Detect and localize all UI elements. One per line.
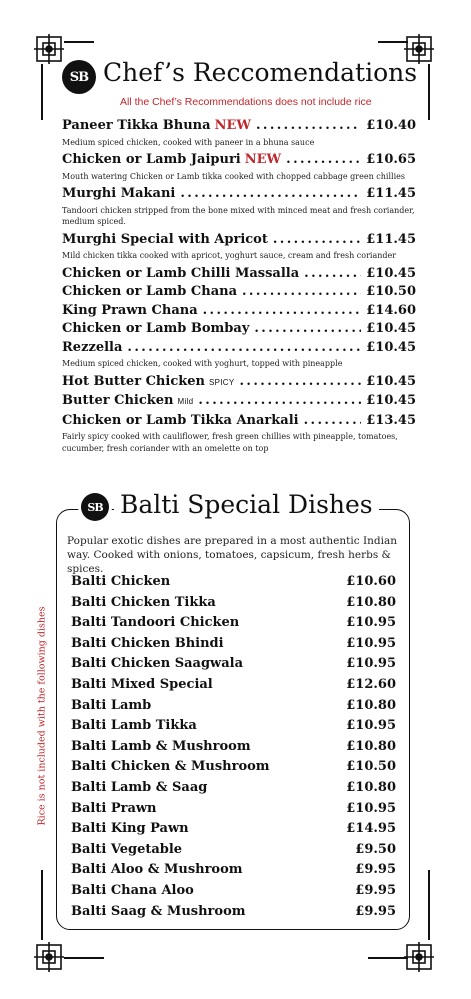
menu-item-name: Balti Tandoori Chicken bbox=[71, 615, 240, 631]
menu-item-description: Mouth watering Chicken or Lamb tikka cooked with chopped cabbage green chillies bbox=[62, 171, 405, 181]
balti-menu-item bbox=[71, 654, 396, 675]
menu-item-line bbox=[62, 392, 416, 412]
leader-dots bbox=[254, 320, 361, 339]
balti-menu-item bbox=[71, 737, 396, 758]
menu-item-price: £10.95 bbox=[346, 615, 396, 631]
frame-line-right bbox=[428, 64, 430, 120]
menu-item-name: Balti Mixed Special bbox=[71, 676, 213, 692]
menu-item-name: Paneer Tikka Bhuna bbox=[62, 118, 211, 133]
balti-menu-item bbox=[71, 572, 396, 593]
balti-section-title: Balti Special Dishes bbox=[114, 490, 379, 519]
menu-item-name: Murghi Special with Apricot bbox=[62, 231, 268, 247]
sb-logo-icon: SB bbox=[78, 490, 112, 524]
menu-item-name: Butter Chicken bbox=[62, 393, 174, 408]
menu-item-name: Balti Chicken Saagwala bbox=[71, 656, 244, 672]
menu-item-price: £10.95 bbox=[346, 635, 396, 651]
balti-menu-item bbox=[71, 757, 396, 778]
balti-menu-item bbox=[71, 634, 396, 655]
balti-menu-item bbox=[71, 778, 396, 799]
menu-item-price: £10.80 bbox=[346, 594, 396, 610]
menu-item-price: £9.95 bbox=[355, 903, 396, 919]
leader-dots bbox=[304, 412, 362, 431]
menu-item bbox=[62, 265, 416, 284]
leader-dots bbox=[286, 151, 361, 170]
new-badge: NEW bbox=[244, 152, 282, 167]
menu-item-name: Murghi Makani bbox=[62, 186, 176, 201]
menu-item-price: £10.45 bbox=[366, 373, 416, 389]
menu-item-name: Chicken or Lamb Chilli Massalla bbox=[62, 265, 300, 281]
menu-item-line bbox=[62, 185, 416, 204]
menu-item bbox=[62, 283, 416, 302]
menu-item-price: £10.65 bbox=[366, 152, 416, 167]
menu-item-price: £9.95 bbox=[355, 882, 396, 898]
menu-item-name: Chicken or Lamb Bombay bbox=[62, 321, 250, 336]
menu-item bbox=[62, 392, 416, 412]
menu-item-price: £10.45 bbox=[366, 321, 416, 336]
balti-dishes-list bbox=[71, 572, 396, 922]
menu-item bbox=[62, 231, 416, 262]
balti-intro-text: Popular exotic dishes are prepared in a most authentic Indian way. Cooked with onions, tomatoes, capsicum, fresh herbs & spices. bbox=[67, 535, 397, 575]
new-badge: NEW bbox=[214, 118, 251, 133]
menu-item-line bbox=[62, 231, 416, 250]
menu-item-name: Balti Lamb Tikka bbox=[71, 718, 197, 734]
menu-item-line bbox=[62, 339, 416, 358]
frame-line-top bbox=[64, 41, 94, 43]
menu-item-description: Medium spiced chicken, cooked with paneer in a bhuna sauce bbox=[62, 137, 315, 147]
menu-item-price: £10.80 bbox=[346, 697, 396, 713]
menu-item-name: Chicken or Lamb Tikka Anarkali bbox=[62, 412, 299, 428]
menu-item-name: Balti Chicken Tikka bbox=[71, 594, 216, 610]
menu-item bbox=[62, 151, 416, 182]
balti-rice-side-note: Rice is not included with the following dishes bbox=[36, 606, 48, 826]
menu-item bbox=[62, 412, 416, 455]
menu-item-name: Balti Lamb bbox=[71, 697, 152, 713]
menu-item-name: Balti King Pawn bbox=[71, 821, 189, 837]
menu-item bbox=[62, 302, 416, 321]
menu-item-name: Balti Chicken & Mushroom bbox=[71, 759, 270, 775]
leader-dots bbox=[256, 117, 361, 136]
menu-item-name: Rezzella bbox=[62, 339, 123, 355]
menu-item-price: £11.45 bbox=[366, 231, 416, 247]
menu-item-name: Balti Chicken Bhindi bbox=[71, 635, 224, 651]
balti-menu-item bbox=[71, 799, 396, 820]
frame-line-left bbox=[41, 64, 43, 120]
frame-line-right bbox=[428, 870, 430, 940]
menu-item-price: £10.80 bbox=[346, 779, 396, 795]
menu-item-name: Hot Butter Chicken bbox=[62, 373, 205, 389]
menu-item-price: £9.95 bbox=[355, 862, 396, 878]
menu-item-price: £13.45 bbox=[366, 412, 416, 428]
menu-item-price: £10.50 bbox=[366, 284, 416, 299]
menu-item-line bbox=[62, 373, 416, 393]
frame-line-top bbox=[378, 41, 408, 43]
menu-item bbox=[62, 373, 416, 393]
chef-section-title: Chef’s Reccomendations bbox=[103, 58, 418, 87]
menu-item-description: Mild chicken tikka cooked with apricot, yoghurt sauce, cream and fresh coriander bbox=[62, 251, 397, 260]
menu-item-price: £10.45 bbox=[366, 393, 416, 408]
leader-dots bbox=[304, 265, 361, 284]
balti-menu-item bbox=[71, 613, 396, 634]
menu-item-line bbox=[62, 117, 416, 136]
balti-menu-item bbox=[71, 860, 396, 881]
menu-item bbox=[62, 339, 416, 370]
menu-item-price: £10.50 bbox=[346, 759, 396, 775]
spice-tag: Mild bbox=[177, 397, 194, 406]
menu-item-description: Tandoori chicken stripped from the bone mixed with minced meat and fresh coriander, medium spiced. bbox=[62, 205, 415, 226]
menu-item-name: King Prawn Chana bbox=[62, 302, 198, 318]
sb-logo-icon: SB bbox=[62, 60, 96, 94]
leader-dots bbox=[242, 283, 361, 302]
leader-dots bbox=[203, 302, 362, 321]
menu-item bbox=[62, 320, 416, 339]
menu-item-line bbox=[62, 265, 416, 284]
menu-item-price: £12.60 bbox=[346, 676, 396, 692]
corner-ornament-icon bbox=[404, 942, 434, 972]
menu-item-name: Balti Prawn bbox=[71, 800, 157, 816]
menu-item-name: Balti Aloo & Mushroom bbox=[71, 862, 243, 878]
menu-item-price: £11.45 bbox=[366, 186, 416, 201]
frame-line-left bbox=[41, 870, 43, 940]
balti-menu-item bbox=[71, 593, 396, 614]
balti-menu-item bbox=[71, 902, 396, 923]
menu-item-price: £10.95 bbox=[346, 718, 396, 734]
menu-item-price: £10.95 bbox=[346, 800, 396, 816]
menu-item-name: Balti Vegetable bbox=[71, 841, 183, 857]
menu-item bbox=[62, 117, 416, 148]
leader-dots bbox=[273, 231, 361, 250]
leader-dots bbox=[239, 373, 361, 392]
leader-dots bbox=[180, 185, 361, 204]
menu-item-price: £10.40 bbox=[366, 118, 416, 133]
menu-item-name: Balti Chicken bbox=[71, 574, 171, 589]
menu-item-line bbox=[62, 320, 416, 339]
balti-menu-item bbox=[71, 716, 396, 737]
menu-item-price: £10.45 bbox=[366, 339, 416, 355]
frame-line-bottom bbox=[368, 957, 408, 959]
menu-item-price: £10.95 bbox=[346, 656, 396, 672]
corner-ornament-icon bbox=[34, 942, 64, 972]
menu-item-price: £10.80 bbox=[346, 738, 396, 754]
menu-item-price: £9.50 bbox=[355, 841, 396, 857]
balti-menu-item bbox=[71, 840, 396, 861]
corner-ornament-icon bbox=[34, 34, 64, 64]
menu-item-name: Balti Lamb & Mushroom bbox=[71, 738, 251, 754]
spice-tag: SPICY bbox=[208, 377, 235, 387]
frame-line-bottom bbox=[64, 957, 104, 959]
balti-menu-item bbox=[71, 696, 396, 717]
chef-recommendations-list bbox=[62, 117, 416, 457]
leader-dots bbox=[198, 392, 361, 411]
menu-item-line bbox=[62, 302, 416, 321]
menu-item-price: £14.60 bbox=[366, 302, 416, 318]
menu-item-line bbox=[62, 283, 416, 302]
menu-item-line bbox=[62, 151, 416, 170]
menu-item-description: Fairly spicy cooked with cauliflower, fresh green chillies with pineapple, tomatoes, cucumber, fresh coriander with an omelette on top bbox=[62, 432, 398, 453]
menu-item-name: Chicken or Lamb Jaipuri bbox=[62, 152, 241, 167]
menu-item-description: Medium spiced chicken, cooked with yoghurt, topped with pineapple bbox=[62, 359, 343, 368]
menu-item bbox=[62, 185, 416, 228]
menu-item-name: Chicken or Lamb Chana bbox=[62, 284, 237, 299]
menu-item-line bbox=[62, 412, 416, 431]
leader-dots bbox=[127, 339, 361, 358]
menu-item-name: Balti Chana Aloo bbox=[71, 882, 194, 898]
menu-item-price: £10.45 bbox=[366, 265, 416, 281]
menu-item-name: Balti Saag & Mushroom bbox=[71, 903, 246, 919]
balti-menu-item bbox=[71, 881, 396, 902]
menu-item-price: £14.95 bbox=[346, 821, 396, 837]
menu-item-price: £10.60 bbox=[346, 574, 396, 589]
balti-menu-item bbox=[71, 819, 396, 840]
menu-item-name: Balti Lamb & Saag bbox=[71, 779, 208, 795]
chef-rice-note: All the Chef’s Recommendations does not include rice bbox=[120, 96, 372, 108]
balti-menu-item bbox=[71, 675, 396, 696]
